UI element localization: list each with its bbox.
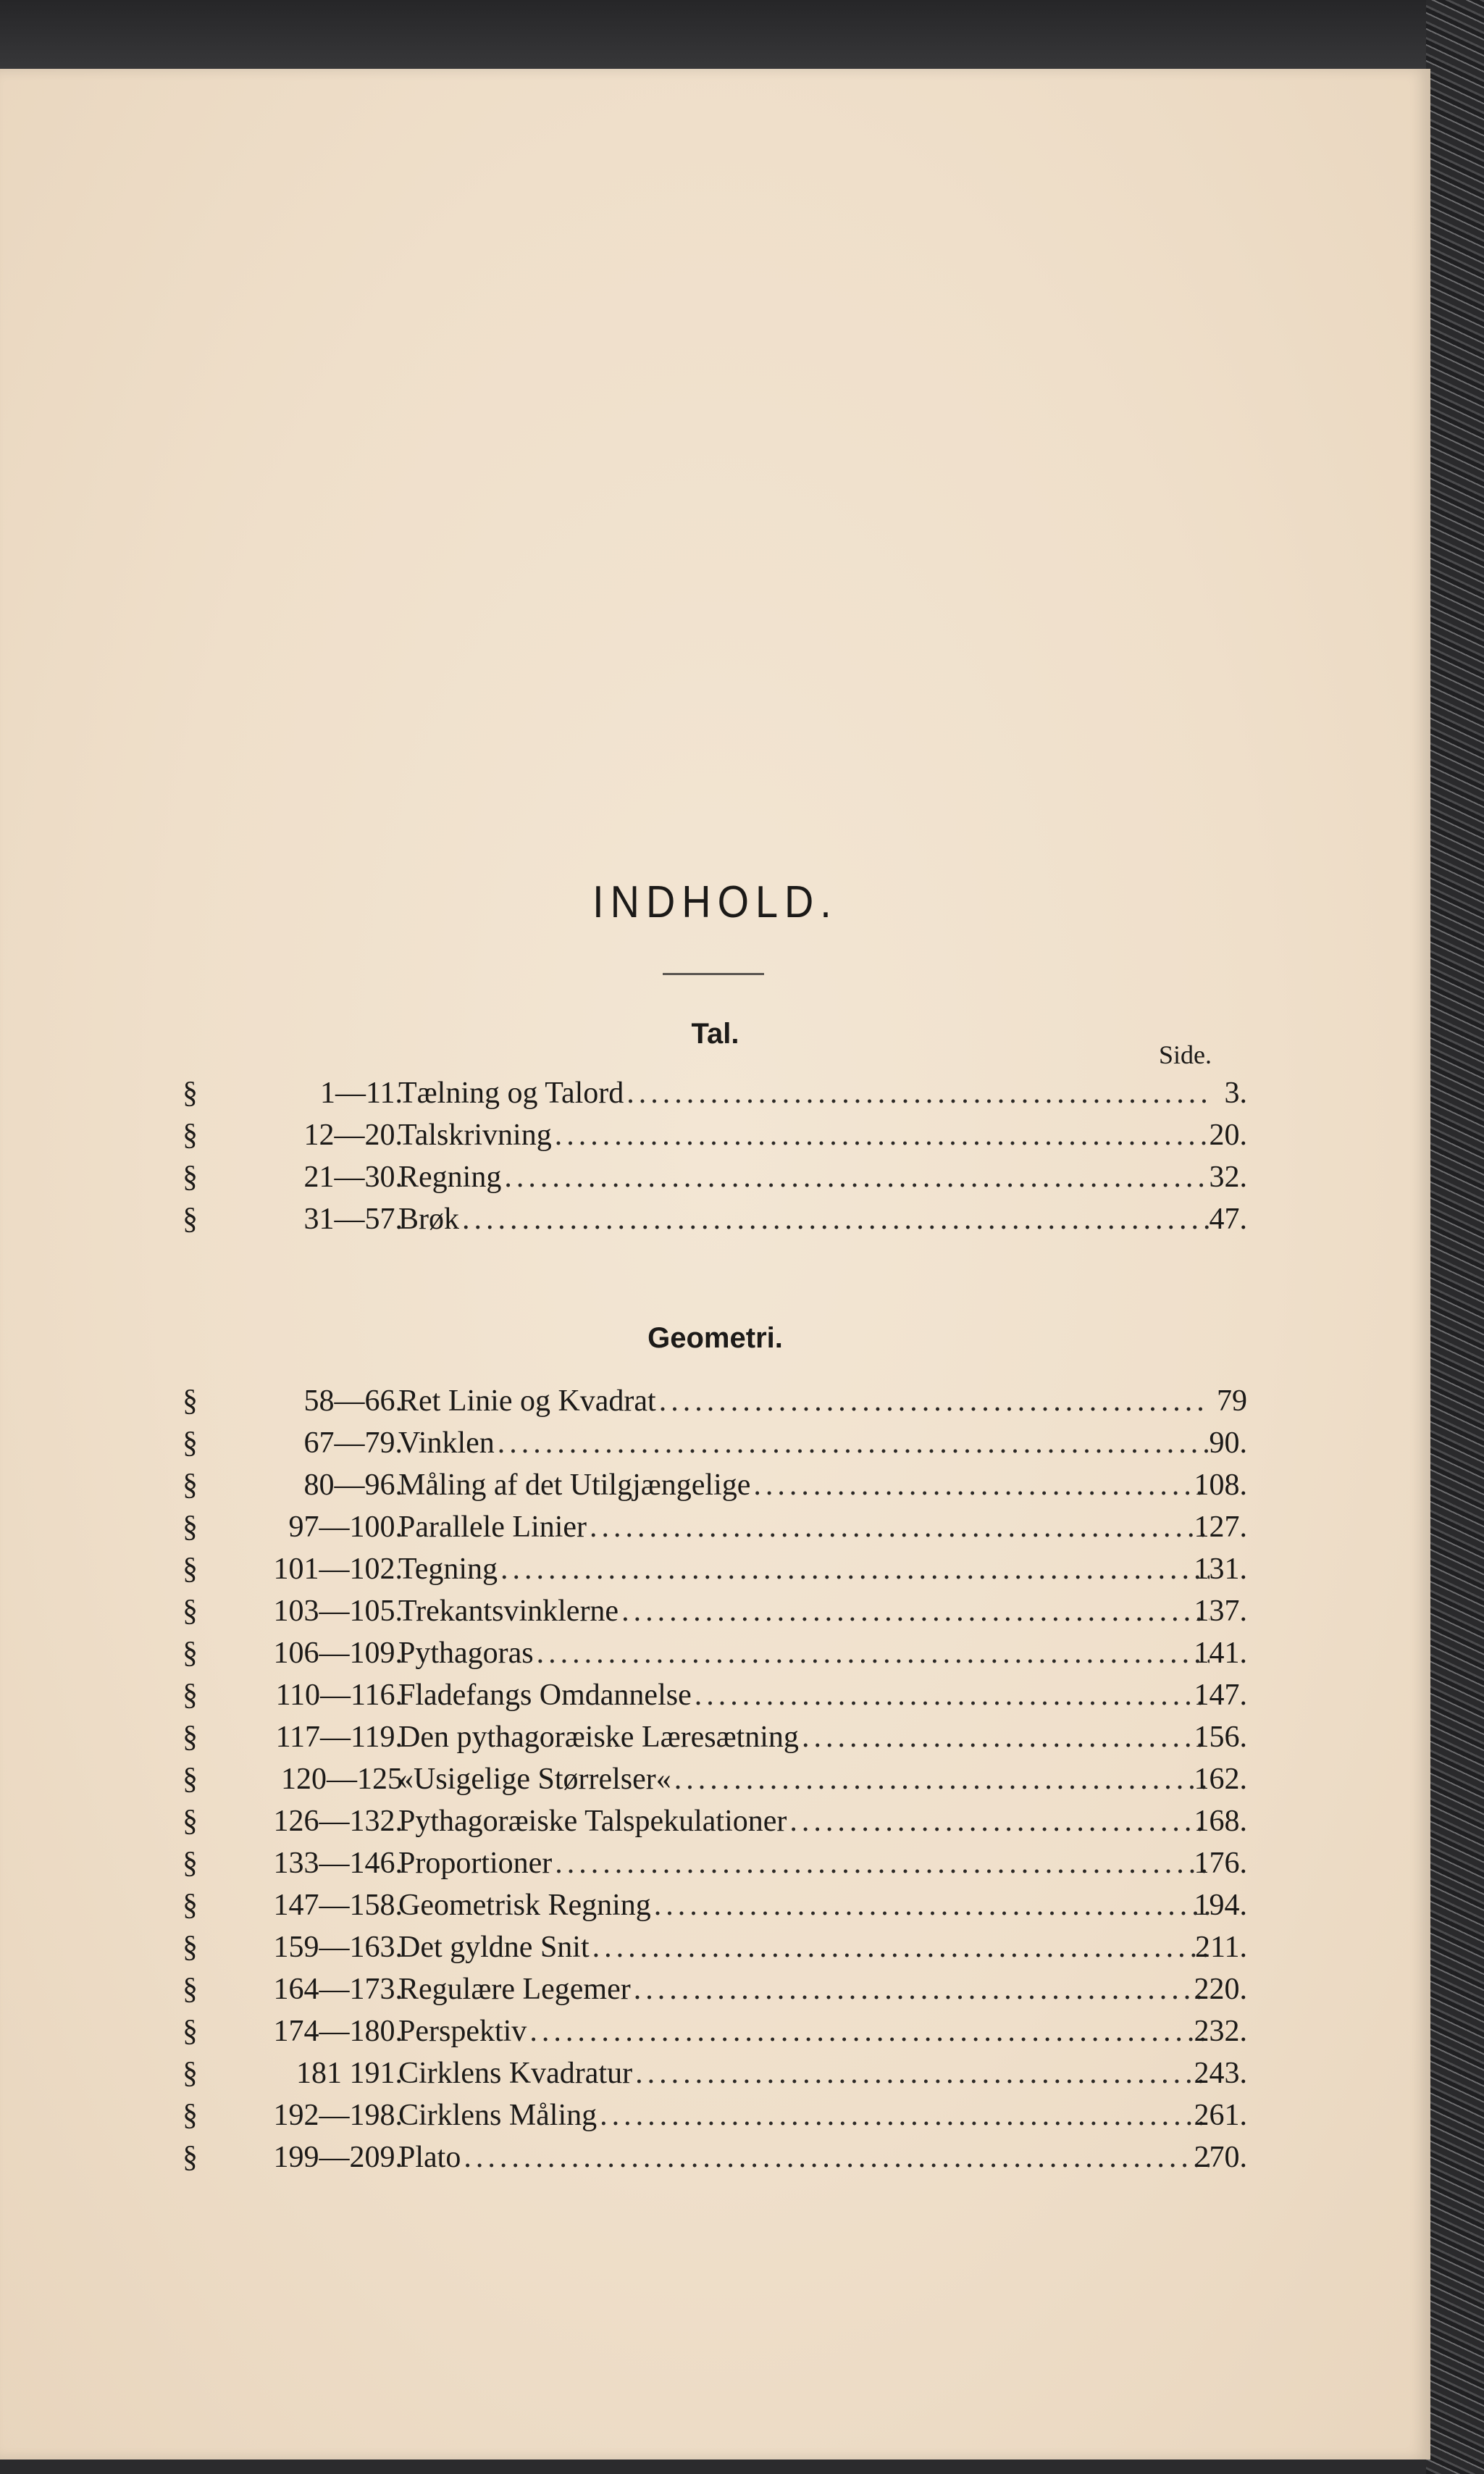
section-sign: §: [183, 2141, 198, 2174]
toc-title: Måling af det Utilgjængelige: [398, 1468, 751, 1502]
toc-page-number: 220.: [1194, 1973, 1247, 2006]
dot-leader: [600, 2094, 1210, 2136]
toc-title: Fladefangs Omdannelse: [398, 1679, 692, 1712]
dot-leader: [498, 1422, 1210, 1464]
toc-range: 31—57.: [303, 1203, 403, 1236]
toc-range: 12—20.: [303, 1119, 403, 1152]
toc-range: 103—105.: [273, 1595, 403, 1628]
section-title-geometri: Geometri.: [647, 1322, 783, 1354]
toc-range: 192—198.: [273, 2099, 403, 2132]
section-sign: §: [183, 1468, 198, 1502]
toc-title: Pythagoras: [398, 1637, 534, 1670]
toc-entry: [183, 1590, 1247, 1632]
toc-page-number: 141.: [1194, 1637, 1247, 1670]
toc-title-line: [398, 1156, 1210, 1198]
dot-leader: [464, 2136, 1210, 2178]
toc-page-number: 131.: [1194, 1552, 1247, 1586]
toc-title-line: [398, 1884, 1210, 1926]
toc-entry: [183, 1506, 1247, 1548]
dot-leader: [537, 1632, 1210, 1674]
section-title-tal: Tal.: [691, 1018, 739, 1050]
toc-entry: [183, 1758, 1247, 1800]
toc-page-number: 3.: [1224, 1077, 1247, 1110]
page-heading: INDHOLD.: [592, 877, 838, 927]
dot-leader: [504, 1156, 1210, 1198]
toc-title: Tælning og Talord: [398, 1077, 624, 1110]
section-sign: §: [183, 2015, 198, 2048]
toc-range: 106—109.: [273, 1637, 403, 1670]
dot-leader: [592, 1926, 1210, 1968]
toc-title-line: [398, 1590, 1210, 1632]
toc-entry: [183, 1800, 1247, 1842]
toc-title: Pythagoræiske Talspekulationer: [398, 1805, 787, 1838]
toc-entry: [183, 2052, 1247, 2094]
section-sign: §: [183, 2057, 198, 2090]
section-sign: §: [183, 1384, 198, 1418]
toc-title-line: [398, 1464, 1210, 1506]
dot-leader: [789, 1800, 1210, 1842]
section-sign: §: [183, 1426, 198, 1460]
toc-page-number: 32.: [1209, 1161, 1247, 1194]
toc-page-number: 168.: [1194, 1805, 1247, 1838]
section-sign: §: [183, 1637, 198, 1670]
dot-leader: [462, 1198, 1210, 1240]
toc-page-number: 211.: [1195, 1931, 1247, 1964]
section-sign: §: [183, 1595, 198, 1628]
toc-title: Geometrisk Regning: [398, 1889, 651, 1922]
toc-range: 67—79.: [303, 1426, 403, 1460]
dot-leader: [753, 1464, 1210, 1506]
dot-leader: [659, 1380, 1210, 1422]
toc-title-line: [398, 1380, 1210, 1422]
toc-page-number: 232.: [1194, 2015, 1247, 2048]
section-sign: §: [183, 1973, 198, 2006]
heading-rule: [663, 973, 764, 975]
toc-page-number: 79: [1217, 1384, 1247, 1418]
dot-leader: [654, 1884, 1210, 1926]
toc-page-number: 162.: [1194, 1763, 1247, 1796]
dot-leader: [621, 1590, 1210, 1632]
dot-leader: [590, 1506, 1210, 1548]
toc-range: 110—116.: [275, 1679, 403, 1712]
toc-range: 126—132.: [273, 1805, 403, 1838]
dot-leader: [802, 1716, 1210, 1758]
book-page: [0, 69, 1430, 2460]
toc-entry: [183, 1674, 1247, 1716]
toc-page-number: 108.: [1194, 1468, 1247, 1502]
toc-title-line: [398, 1422, 1210, 1464]
section-sign: §: [183, 1763, 198, 1796]
toc-entry: [183, 1716, 1247, 1758]
toc-entry: [183, 1380, 1247, 1422]
toc-range: 58—66.: [303, 1384, 403, 1418]
toc-page-number: 243.: [1194, 2057, 1247, 2090]
section-sign: §: [183, 1077, 198, 1110]
toc-range: 117—119.: [275, 1721, 403, 1754]
toc-title-line: [398, 1072, 1210, 1114]
toc-entry: [183, 1198, 1247, 1240]
toc-range: 120—125: [281, 1763, 403, 1796]
toc-entry: [183, 1548, 1247, 1590]
toc-title-line: [398, 1674, 1210, 1716]
toc-title-line: [398, 1506, 1210, 1548]
toc-title-line: [398, 1800, 1210, 1842]
section-sign: §: [183, 1931, 198, 1964]
toc-title: Tegning: [398, 1552, 498, 1586]
section-sign: §: [183, 1161, 198, 1194]
toc-range: 80—96.: [303, 1468, 403, 1502]
toc-range: 133—146.: [273, 1847, 403, 1880]
toc-range: 147—158.: [273, 1889, 403, 1922]
toc-range: 181 191.: [296, 2057, 403, 2090]
toc-title: Det gyldne Snit: [398, 1931, 590, 1964]
book-cover-top: [0, 0, 1484, 80]
toc-page-number: 147.: [1194, 1679, 1247, 1712]
toc-entry: [183, 2010, 1247, 2052]
toc-title-line: [398, 1198, 1210, 1240]
toc-range: 174—180.: [273, 2015, 403, 2048]
dot-leader: [555, 1842, 1210, 1884]
toc-range: 1—11.: [320, 1077, 403, 1110]
toc-entry: [183, 1114, 1247, 1156]
toc-title-line: [398, 1548, 1210, 1590]
toc-title-line: [398, 2094, 1210, 2136]
dot-leader: [555, 1114, 1210, 1156]
dot-leader: [529, 2010, 1210, 2052]
dot-leader: [500, 1548, 1210, 1590]
section-sign: §: [183, 1119, 198, 1152]
dot-leader: [634, 1968, 1210, 2010]
toc-title: Trekantsvinklerne: [398, 1595, 619, 1628]
toc-title: Cirklens Måling: [398, 2099, 598, 2132]
toc-page-number: 194.: [1194, 1889, 1247, 1922]
dot-leader: [674, 1758, 1210, 1800]
toc-range: 97—100.: [288, 1510, 403, 1544]
section-sign: §: [183, 1847, 198, 1880]
toc-page-number: 90.: [1209, 1426, 1247, 1460]
section-sign: §: [183, 2099, 198, 2132]
toc-page-number: 261.: [1194, 2099, 1247, 2132]
toc-title-line: [398, 1842, 1210, 1884]
toc-range: 101—102.: [273, 1552, 403, 1586]
toc-title: Talskrivning: [398, 1119, 552, 1152]
toc-entry: [183, 2094, 1247, 2136]
section-sign: §: [183, 1889, 198, 1922]
toc-title-line: [398, 1926, 1210, 1968]
toc-title: Perspektiv: [398, 2015, 527, 2048]
toc-range: 21—30.: [303, 1161, 403, 1194]
toc-title: Regulære Legemer: [398, 1973, 631, 2006]
toc-title: Brøk: [398, 1203, 459, 1236]
section-sign: §: [183, 1552, 198, 1586]
toc-title-line: [398, 1716, 1210, 1758]
dot-leader: [635, 2052, 1210, 2094]
toc-title-line: [398, 1968, 1210, 2010]
section-sign: §: [183, 1203, 198, 1236]
toc-range: 159—163.: [273, 1931, 403, 1964]
toc-title: Ret Linie og Kvadrat: [398, 1384, 656, 1418]
dot-leader: [695, 1674, 1210, 1716]
side-label: Side.: [1159, 1040, 1212, 1069]
dot-leader: [626, 1072, 1210, 1114]
toc-title-line: [398, 2052, 1210, 2094]
toc-title: «Usigelige Størrelser«: [398, 1763, 671, 1796]
toc-title-line: [398, 2010, 1210, 2052]
toc-entry: [183, 1422, 1247, 1464]
toc-entry: [183, 1926, 1247, 1968]
toc-page-number: 176.: [1194, 1847, 1247, 1880]
toc-page-number: 156.: [1194, 1721, 1247, 1754]
toc-entry: [183, 1884, 1247, 1926]
toc-title-line: [398, 2136, 1210, 2178]
toc-title: Den pythagoræiske Læresætning: [398, 1721, 799, 1754]
toc-title: Parallele Linier: [398, 1510, 587, 1544]
toc-page-number: 20.: [1209, 1119, 1247, 1152]
toc-entry: [183, 1156, 1247, 1198]
toc-page-number: 127.: [1194, 1510, 1247, 1544]
toc-entry: [183, 1632, 1247, 1674]
toc-entry: [183, 1072, 1247, 1114]
toc-entry: [183, 2136, 1247, 2178]
toc-page-number: 270.: [1194, 2141, 1247, 2174]
toc-title-line: [398, 1632, 1210, 1674]
toc-title: Plato: [398, 2141, 461, 2174]
toc-title: Regning: [398, 1161, 502, 1194]
toc-title: Vinklen: [398, 1426, 495, 1460]
toc-entry: [183, 1968, 1247, 2010]
toc-range: 164—173.: [273, 1973, 403, 2006]
book-spine: [1426, 0, 1484, 2474]
toc-page-number: 47.: [1209, 1203, 1247, 1236]
section-sign: §: [183, 1721, 198, 1754]
toc-title: Cirklens Kvadratur: [398, 2057, 633, 2090]
section-sign: §: [183, 1679, 198, 1712]
toc-title-line: [398, 1114, 1210, 1156]
toc-entry: [183, 1842, 1247, 1884]
toc-entry: [183, 1464, 1247, 1506]
section-sign: §: [183, 1510, 198, 1544]
toc-title: Proportioner: [398, 1847, 553, 1880]
section-sign: §: [183, 1805, 198, 1838]
toc-title-line: [398, 1758, 1210, 1800]
toc-page-number: 137.: [1194, 1595, 1247, 1628]
toc-range: 199—209.: [273, 2141, 403, 2174]
